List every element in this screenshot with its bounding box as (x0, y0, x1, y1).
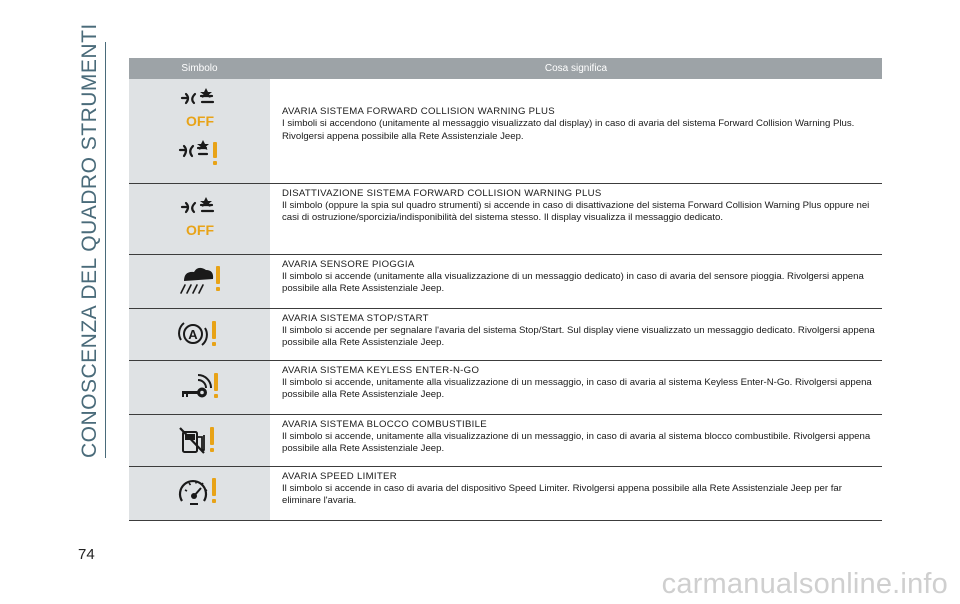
row-text: Il simbolo si accende in caso di avaria del dispositivo Speed Limiter. Rivolgersi appena possibile alla Rete Assistenziale Jeep per far eliminare l'avaria. (282, 482, 842, 507)
table-row (129, 466, 882, 520)
row-text: Il simbolo si accende, unitamente alla visualizzazione di un messaggio, in caso di avaria al sistema blocco combustibile. Rivolgersi appena possibile alla Rete Assistenziale Jeep. (282, 430, 871, 455)
row-text: Il simbolo si accende per segnalare l'avaria del sistema Stop/Start. Sul display viene visualizzato un messaggio dedicato. Rivolgersi appena possibile alla Rete Assistenziale Jeep. (282, 324, 875, 349)
row-text: Il simbolo si accende (unitamente alla visualizzazione di un messaggio dedicato) in caso di avaria del sensore pioggia. Rivolgersi appena possibile alla Rete Assistenziale Jeep. (282, 270, 864, 295)
symbol-cell (129, 254, 270, 308)
meaning-cell (270, 79, 882, 183)
stop-start-warning-icon (129, 318, 270, 350)
table-row (129, 254, 882, 308)
warning-symbols-table (129, 58, 882, 521)
row-title: AVARIA SISTEMA KEYLESS ENTER-N-GO (282, 364, 480, 376)
rain-sensor-warning-icon (129, 263, 270, 297)
watermark-text: carmanualsonline.info (661, 568, 948, 600)
table-header-row (129, 58, 882, 79)
meaning-cell (270, 466, 882, 520)
meaning-cell (270, 254, 882, 308)
row-text: I simboli si accendono (unitamente al messaggio visualizzato dal display) in caso di avaria del sistema Forward Collision Warning Plus. Rivolgersi appena possibile alla Rete Assistenziale Jeep. (282, 118, 855, 142)
keyless-enter-warning-icon (129, 370, 270, 402)
side-chapter-title (75, 23, 105, 458)
meaning-cell (270, 183, 882, 254)
fuel-lock-warning-icon (129, 424, 270, 456)
table-row (129, 414, 882, 466)
meaning-cell (270, 308, 882, 360)
symbol-cell (129, 360, 270, 414)
speed-limiter-warning-icon (129, 475, 270, 509)
table-row (129, 308, 882, 360)
symbol-cell (129, 79, 270, 183)
forward-collision-warning-icon (129, 138, 270, 168)
row-title: AVARIA SISTEMA FORWARD COLLISION WARNING PLUS (282, 106, 555, 117)
forward-collision-off-icon (129, 195, 270, 241)
meaning-cell (270, 414, 882, 466)
table-row (129, 183, 882, 254)
svg-text:OFF: OFF (185, 113, 214, 129)
header-symbol: Simbolo (129, 58, 270, 79)
table-row (129, 360, 882, 414)
svg-text:OFF: OFF (185, 221, 214, 238)
row-title: AVARIA SPEED LIMITER (282, 470, 397, 482)
symbol-cell (129, 308, 270, 360)
table-row (129, 79, 882, 183)
side-chapter-title-text: CONOSCENZA DEL QUADRO STRUMENTI (78, 23, 101, 458)
symbol-cell (129, 183, 270, 254)
meaning-cell (270, 360, 882, 414)
row-title: AVARIA SISTEMA STOP/START (282, 312, 429, 324)
symbol-cell (129, 466, 270, 520)
forward-collision-off-icon (129, 88, 270, 132)
row-title: AVARIA SISTEMA BLOCCO COMBUSTIBILE (282, 418, 487, 430)
row-title: AVARIA SENSORE PIOGGIA (282, 258, 415, 270)
side-title-rule (105, 42, 106, 458)
symbol-cell (129, 414, 270, 466)
page-number: 74 (78, 546, 95, 563)
row-title: DISATTIVAZIONE SISTEMA FORWARD COLLISION WARNING PLUS (282, 187, 602, 199)
row-text: Il simbolo (oppure la spia sul quadro strumenti) si accende in caso di disattivazione del sistema Forward Collision Warning Plus oppure nei casi di ostruzione/sporcizia/indisponibilità del sistema stesso. Il display visualizza il messaggio dedicato. (282, 199, 870, 224)
row-text: Il simbolo si accende, unitamente alla visualizzazione di un messaggio, in caso di avaria al sistema Keyless Enter-N-Go. Rivolgersi appena possibile alla Rete Assistenziale Jeep. (282, 376, 872, 401)
svg-text:A: A (187, 326, 198, 342)
header-meaning: Cosa significa (270, 58, 882, 79)
